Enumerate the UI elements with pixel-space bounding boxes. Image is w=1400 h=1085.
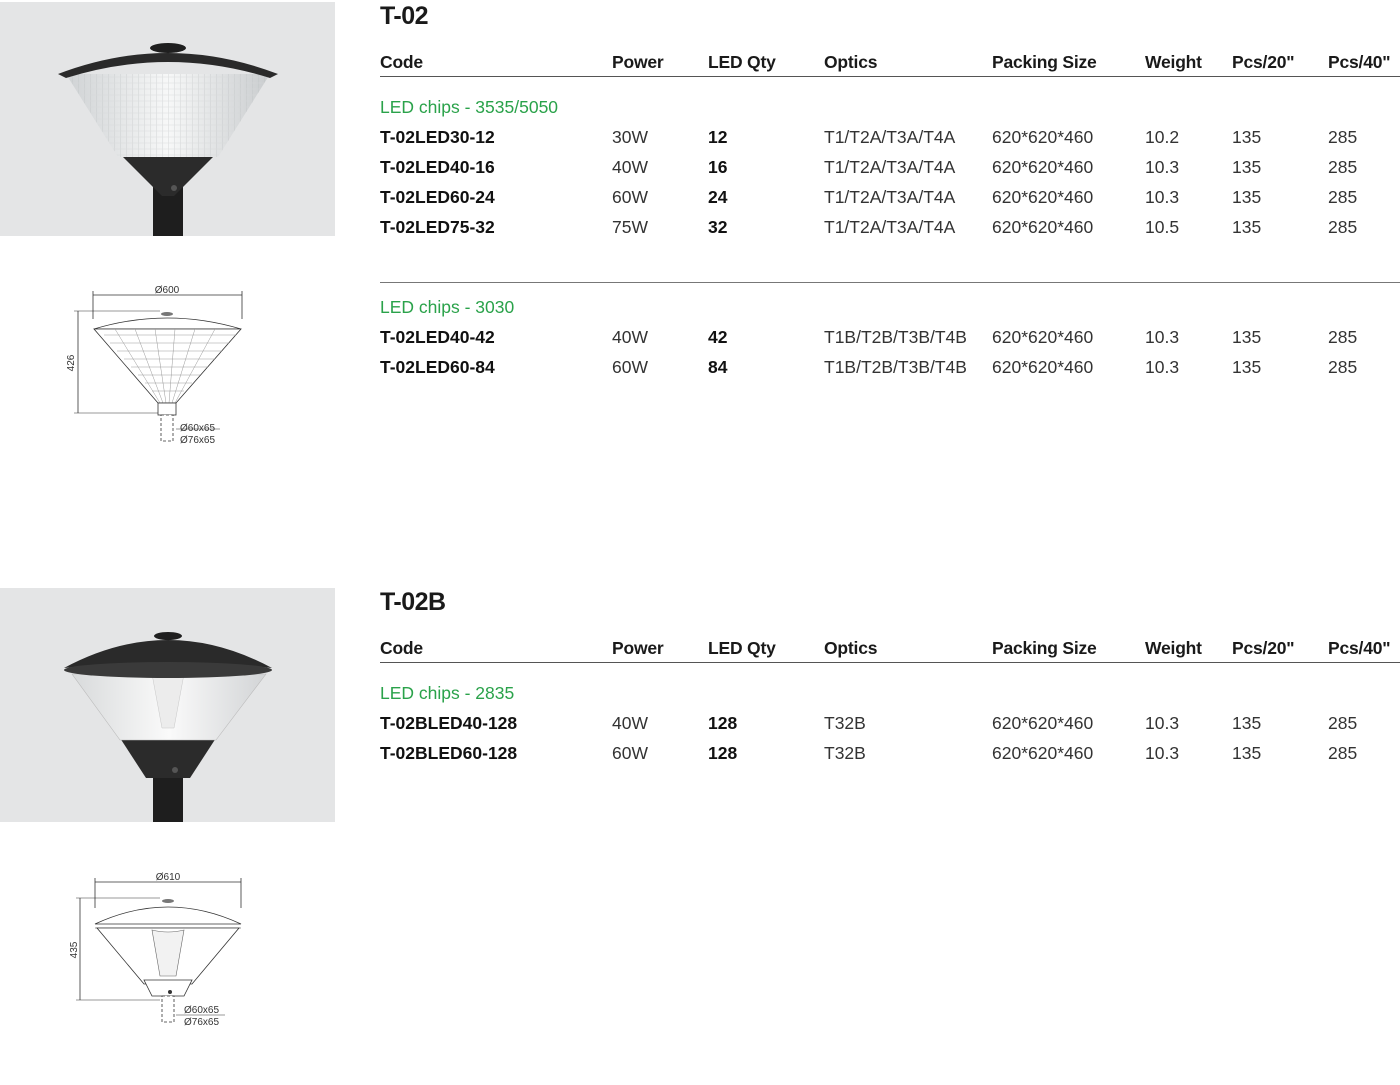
- cell-weight: 10.3: [1145, 327, 1180, 347]
- cell-pcs20: 135: [1232, 357, 1262, 377]
- header-led-qty: LED Qty: [708, 52, 776, 72]
- t02-title: T-02: [380, 2, 429, 30]
- cell-pcs40: 285: [1328, 127, 1358, 147]
- cell-pcs40: 285: [1328, 187, 1358, 207]
- t02-fit1-label: Ø60x65: [180, 423, 216, 434]
- cell-pcs20: 135: [1232, 217, 1262, 237]
- table-row: [380, 713, 1400, 743]
- group-label: LED chips - 3535/5050: [380, 97, 559, 117]
- t02-lamp-image: [0, 2, 335, 236]
- table-row: [380, 217, 1400, 247]
- cell-power: 75W: [612, 217, 648, 237]
- cell-packing-size: 620*620*460: [992, 743, 1094, 763]
- cell-pcs40: 285: [1328, 327, 1358, 347]
- cell-packing-size: 620*620*460: [992, 357, 1094, 377]
- table-row: [380, 187, 1400, 217]
- t02-height-label: 426: [66, 354, 77, 372]
- header-weight: Weight: [1145, 52, 1202, 72]
- cell-weight: 10.3: [1145, 187, 1180, 207]
- t02b-fit2-label: Ø76x65: [184, 1017, 220, 1028]
- cell-code: T-02LED75-32: [380, 217, 495, 237]
- cell-code: T-02BLED60-128: [380, 743, 518, 763]
- table-row: [380, 127, 1400, 157]
- cell-pcs20: 135: [1232, 713, 1262, 733]
- t02-table-header: [380, 50, 1400, 77]
- cell-pcs20: 135: [1232, 187, 1262, 207]
- header-pcs40: Pcs/40": [1328, 638, 1391, 658]
- cell-packing-size: 620*620*460: [992, 217, 1094, 237]
- t02b-diameter-label: Ø610: [155, 872, 181, 883]
- cell-weight: 10.3: [1145, 157, 1180, 177]
- cell-code: T-02LED60-24: [380, 187, 495, 207]
- table-row: [380, 357, 1400, 387]
- cell-pcs40: 285: [1328, 357, 1358, 377]
- cell-pcs40: 285: [1328, 713, 1358, 733]
- cell-optics: T1/T2A/T3A/T4A: [824, 217, 956, 237]
- header-led-qty: LED Qty: [708, 638, 776, 658]
- cell-code: T-02LED40-16: [380, 157, 495, 177]
- cell-packing-size: 620*620*460: [992, 713, 1094, 733]
- cell-code: T-02LED30-12: [380, 127, 495, 147]
- t02-fit2-label: Ø76x65: [180, 435, 216, 446]
- cell-optics: T1/T2A/T3A/T4A: [824, 187, 956, 207]
- cell-power: 60W: [612, 187, 648, 207]
- cell-weight: 10.3: [1145, 357, 1180, 377]
- t02b-title: T-02B: [380, 588, 446, 616]
- cell-pcs40: 285: [1328, 157, 1358, 177]
- cell-power: 60W: [612, 743, 648, 763]
- cell-led-qty: 128: [708, 743, 738, 763]
- t02-spec-section: [380, 2, 1400, 402]
- cell-led-qty: 24: [708, 187, 728, 207]
- cell-pcs20: 135: [1232, 157, 1262, 177]
- cell-optics: T1B/T2B/T3B/T4B: [824, 327, 967, 347]
- cell-led-qty: 42: [708, 327, 728, 347]
- t02-dimension-drawing: [0, 283, 335, 458]
- cell-led-qty: 32: [708, 217, 728, 237]
- header-packing-size: Packing Size: [992, 52, 1097, 72]
- header-power: Power: [612, 52, 664, 72]
- cell-optics: T1B/T2B/T3B/T4B: [824, 357, 967, 377]
- cell-packing-size: 620*620*460: [992, 327, 1094, 347]
- cell-power: 60W: [612, 357, 648, 377]
- cell-optics: T32B: [824, 713, 866, 733]
- cell-code: T-02LED60-84: [380, 357, 495, 377]
- t02b-table-header: [380, 636, 1400, 663]
- cell-packing-size: 620*620*460: [992, 157, 1094, 177]
- cell-led-qty: 84: [708, 357, 728, 377]
- t02b-dimension-drawing: [0, 868, 335, 1043]
- cell-weight: 10.3: [1145, 743, 1180, 763]
- header-pcs20: Pcs/20": [1232, 638, 1295, 658]
- cell-packing-size: 620*620*460: [992, 187, 1094, 207]
- cell-code: T-02BLED40-128: [380, 713, 518, 733]
- cell-pcs20: 135: [1232, 743, 1262, 763]
- group-label: LED chips - 3030: [380, 297, 515, 317]
- cell-weight: 10.5: [1145, 217, 1180, 237]
- t02b-product-photo: [0, 588, 335, 822]
- table-row: [380, 157, 1400, 187]
- header-power: Power: [612, 638, 664, 658]
- table-row: [380, 327, 1400, 357]
- cell-power: 40W: [612, 327, 648, 347]
- cell-optics: T1/T2A/T3A/T4A: [824, 157, 956, 177]
- header-weight: Weight: [1145, 638, 1202, 658]
- cell-power: 30W: [612, 127, 648, 147]
- t02b-height-label: 435: [69, 941, 80, 959]
- group-divider: [380, 282, 1400, 283]
- table-row: [380, 743, 1400, 773]
- cell-pcs40: 285: [1328, 743, 1358, 763]
- cell-pcs20: 135: [1232, 327, 1262, 347]
- group-label: LED chips - 2835: [380, 683, 515, 703]
- cell-led-qty: 128: [708, 713, 738, 733]
- cell-power: 40W: [612, 713, 648, 733]
- header-optics: Optics: [824, 52, 878, 72]
- t02b-fit1-label: Ø60x65: [184, 1005, 220, 1016]
- header-pcs40: Pcs/40": [1328, 52, 1391, 72]
- cell-weight: 10.2: [1145, 127, 1180, 147]
- header-optics: Optics: [824, 638, 878, 658]
- cell-optics: T32B: [824, 743, 866, 763]
- t02-product-photo: [0, 2, 335, 236]
- cell-optics: T1/T2A/T3A/T4A: [824, 127, 956, 147]
- cell-weight: 10.3: [1145, 713, 1180, 733]
- header-pcs20: Pcs/20": [1232, 52, 1295, 72]
- cell-led-qty: 16: [708, 157, 728, 177]
- cell-pcs40: 285: [1328, 217, 1358, 237]
- cell-code: T-02LED40-42: [380, 327, 495, 347]
- t02b-spec-section: [380, 588, 1400, 788]
- cell-packing-size: 620*620*460: [992, 127, 1094, 147]
- cell-led-qty: 12: [708, 127, 728, 147]
- t02b-lamp-image: [0, 588, 335, 822]
- header-code: Code: [380, 52, 423, 72]
- header-packing-size: Packing Size: [992, 638, 1097, 658]
- t02-diameter-label: Ø600: [154, 285, 180, 296]
- cell-power: 40W: [612, 157, 648, 177]
- cell-pcs20: 135: [1232, 127, 1262, 147]
- header-code: Code: [380, 638, 423, 658]
